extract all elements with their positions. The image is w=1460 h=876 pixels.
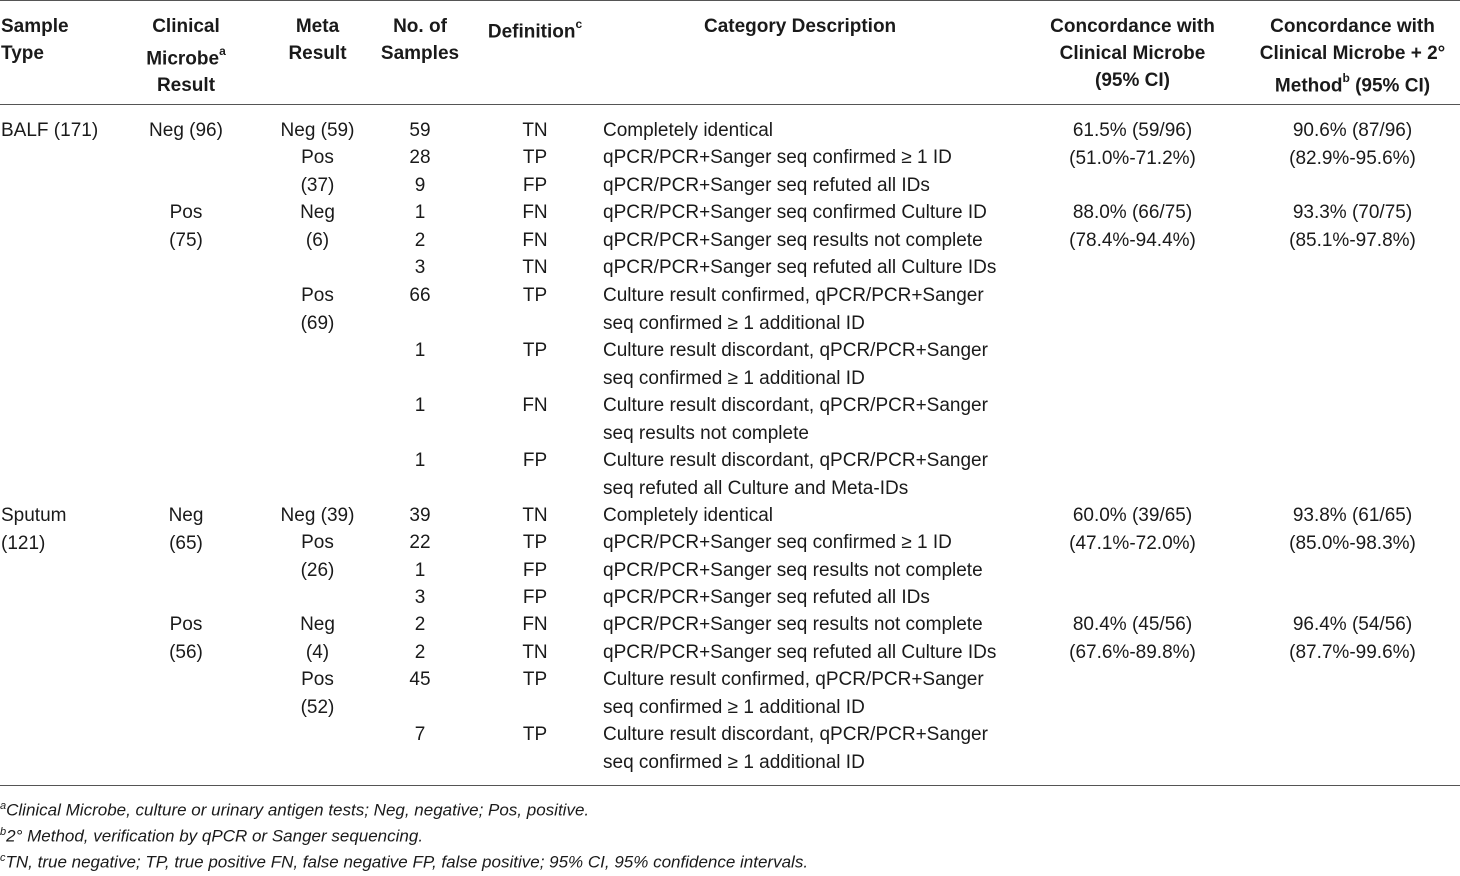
balf-row-description: Culture result discordant, qPCR/PCR+Sanger seq results not complete: [603, 395, 988, 444]
sputum-clinical-neg: Neg (65): [168, 505, 204, 554]
sputum-row-definition: TP: [522, 532, 548, 553]
balf-row-description: qPCR/PCR+Sanger seq results not complete: [603, 230, 983, 251]
balf-row-count: 1: [414, 340, 426, 361]
balf-row-count: 1: [414, 450, 426, 471]
sputum-meta-neg-39: Neg (39): [280, 505, 355, 526]
sputum-row-definition: FN: [522, 614, 548, 635]
sputum-sample-type: Sputum (121): [1, 505, 67, 554]
sputum-row-definition: TP: [522, 724, 548, 745]
sputum-row-description: qPCR/PCR+Sanger seq confirmed ≥ 1 ID: [603, 532, 952, 553]
balf-clinical-neg: Neg (96): [149, 120, 223, 141]
sputum-pos-concordance-2: 96.4% (54/56) (87.7%-99.6%): [1289, 614, 1416, 663]
header-sample-type: Sample Type: [1, 16, 69, 64]
sputum-neg-concordance-2: 93.8% (61/65) (85.0%-98.3%): [1289, 505, 1416, 554]
sputum-meta-pos-52: Pos (52): [300, 669, 335, 718]
sputum-row-count: 3: [414, 587, 426, 608]
header-meta-result: Meta Result: [288, 16, 347, 64]
header-concordance-clinical: Concordance with Clinical Microbe (95% CI): [1050, 16, 1215, 91]
balf-row-definition: TP: [522, 340, 548, 361]
sputum-row-description: qPCR/PCR+Sanger seq refuted all IDs: [603, 587, 930, 608]
balf-clinical-pos: Pos (75): [169, 202, 203, 251]
sputum-row-count: 39: [409, 505, 431, 526]
sputum-pos-concordance: 80.4% (45/56) (67.6%-89.8%): [1069, 614, 1196, 663]
header-no-samples: No. of Samples: [380, 16, 460, 64]
balf-row-count: 28: [409, 147, 431, 168]
sputum-row-count: 7: [414, 724, 426, 745]
header-rule: [0, 104, 1460, 105]
header-category-description: Category Description: [704, 16, 897, 37]
balf-row-count: 66: [409, 285, 431, 306]
sputum-row-count: 2: [414, 614, 426, 635]
balf-row-count: 2: [414, 230, 426, 251]
sputum-row-definition: TP: [522, 669, 548, 690]
balf-sample-type: BALF (171): [1, 120, 99, 141]
balf-row-count: 59: [409, 120, 431, 141]
balf-row-definition: FP: [522, 175, 548, 196]
sputum-row-count: 45: [409, 669, 431, 690]
balf-row-definition: TN: [522, 257, 548, 278]
top-rule: [0, 0, 1460, 1]
balf-row-count: 9: [414, 175, 426, 196]
balf-row-definition: FP: [522, 450, 548, 471]
balf-row-count: 1: [414, 202, 426, 223]
header-clinical-microbe: Clinical Microbe$^a$ Result: [146, 16, 226, 97]
balf-meta-pos-69: Pos (69): [300, 285, 335, 334]
balf-row-description: Culture result discordant, qPCR/PCR+Sanger seq confirmed ≥ 1 additional ID: [603, 340, 988, 389]
balf-row-description: qPCR/PCR+Sanger seq confirmed ≥ 1 ID: [603, 147, 952, 168]
balf-row-description: qPCR/PCR+Sanger seq refuted all IDs: [603, 175, 930, 196]
balf-row-count: 3: [414, 257, 426, 278]
balf-neg-concordance-2: 90.6% (87/96) (82.9%-95.6%): [1289, 120, 1416, 169]
balf-meta-neg-6: Neg (6): [300, 202, 335, 251]
balf-row-definition: FN: [522, 230, 548, 251]
balf-row-count: 1: [414, 395, 426, 416]
balf-row-definition: TP: [522, 147, 548, 168]
balf-row-description: Completely identical: [603, 120, 774, 141]
footnote-c: $^c$TN, true negative; TP, true positive FN, false negative FP, false positive; 95% CI, 95% confidence intervals.: [0, 852, 809, 872]
balf-pos-concordance: 88.0% (66/75) (78.4%-94.4%): [1069, 202, 1196, 251]
balf-row-description: qPCR/PCR+Sanger seq confirmed Culture ID: [603, 202, 987, 223]
balf-meta-pos-37: Pos (37): [300, 147, 335, 196]
balf-row-definition: FN: [522, 202, 548, 223]
balf-row-definition: TP: [522, 285, 548, 306]
sputum-row-definition: FP: [522, 560, 548, 581]
sputum-row-definition: TN: [522, 505, 548, 526]
sputum-row-description: qPCR/PCR+Sanger seq results not complete: [603, 560, 983, 581]
sputum-row-description: qPCR/PCR+Sanger seq refuted all Culture IDs: [603, 642, 997, 663]
balf-row-description: Culture result discordant, qPCR/PCR+Sanger seq refuted all Culture and Meta-IDs: [603, 450, 988, 499]
balf-row-definition: FN: [522, 395, 548, 416]
bottom-rule: [0, 785, 1460, 786]
balf-row-definition: TN: [522, 120, 548, 141]
sputum-clinical-pos: Pos (56): [169, 614, 203, 663]
balf-meta-neg-59: Neg (59): [280, 120, 355, 141]
sputum-meta-pos-26: Pos (26): [300, 532, 335, 581]
sputum-row-description: Culture result confirmed, qPCR/PCR+Sanger seq confirmed ≥ 1 additional ID: [603, 669, 984, 718]
header-definition: Definition$^c$: [487, 17, 583, 43]
sputum-row-count: 2: [414, 642, 426, 663]
balf-neg-concordance: 61.5% (59/96) (51.0%-71.2%): [1069, 120, 1196, 169]
sputum-row-count: 22: [409, 532, 431, 553]
balf-row-description: qPCR/PCR+Sanger seq refuted all Culture IDs: [603, 257, 997, 278]
sputum-row-description: qPCR/PCR+Sanger seq results not complete: [603, 614, 983, 635]
sputum-neg-concordance: 60.0% (39/65) (47.1%-72.0%): [1069, 505, 1196, 554]
sputum-meta-neg-4: Neg (4): [300, 614, 335, 663]
sputum-row-definition: TN: [522, 642, 548, 663]
balf-pos-concordance-2: 93.3% (70/75) (85.1%-97.8%): [1289, 202, 1416, 251]
sputum-row-count: 1: [414, 560, 426, 581]
footnote-b: $^b$2° Method, verification by qPCR or Sanger sequencing.: [0, 826, 424, 846]
sputum-row-definition: FP: [522, 587, 548, 608]
sputum-row-description: Culture result discordant, qPCR/PCR+Sanger seq confirmed ≥ 1 additional ID: [603, 724, 988, 773]
sputum-row-description: Completely identical: [603, 505, 774, 526]
footnote-a: $^a$Clinical Microbe, culture or urinary antigen tests; Neg, negative; Pos, positive.: [0, 800, 590, 820]
header-concordance-clinical-2: Concordance with Clinical Microbe + 2° Method$^b$ (95% CI): [1259, 16, 1446, 97]
balf-row-description: Culture result confirmed, qPCR/PCR+Sanger seq confirmed ≥ 1 additional ID: [603, 285, 984, 334]
